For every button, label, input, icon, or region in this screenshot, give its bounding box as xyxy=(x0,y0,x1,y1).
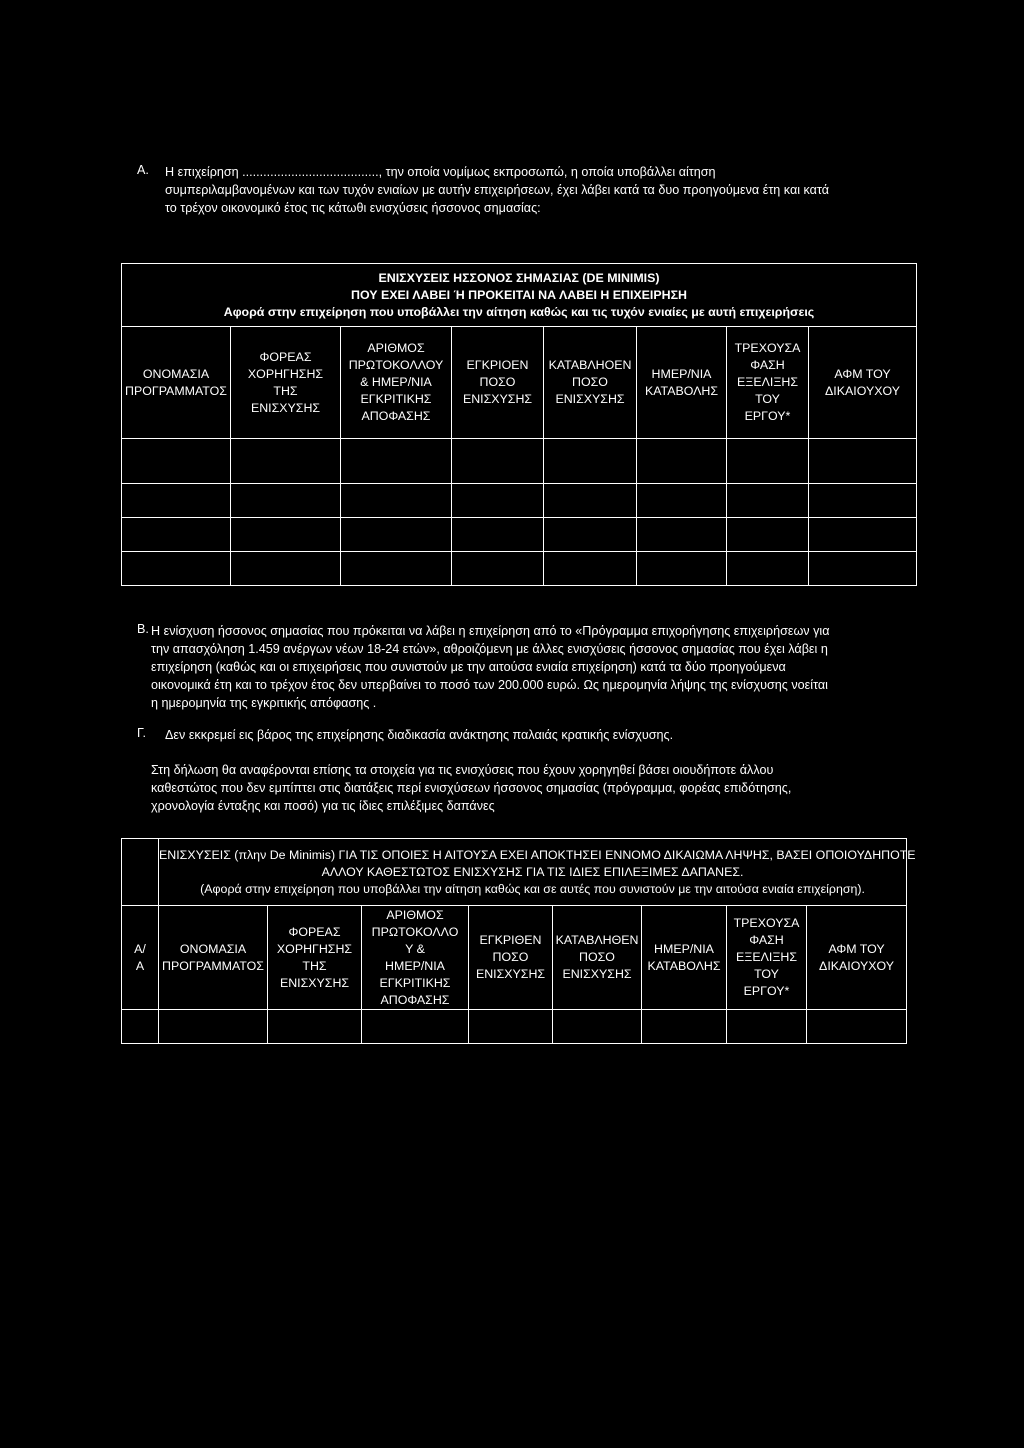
table-cell[interactable] xyxy=(452,518,544,552)
header-approved-amount xyxy=(469,906,553,1010)
table-cell[interactable] xyxy=(544,518,637,552)
declaration-line: χρονολογία ένταξης και ποσό) για τις ίδιες επιλέξιμες δαπάνες xyxy=(151,799,495,813)
header-text-line: ΔΙΚΑΙΟΥΧΟΥ xyxy=(819,958,895,973)
header-text-line: ΦΑΣΗ xyxy=(749,933,784,947)
declaration-line: Στη δήλωση θα αναφέρονται επίσης τα στοιχεία για τις ενισχύσεις που έχουν χορηγηθεί βάσει οιουδήποτε άλλου xyxy=(151,763,774,777)
header-text-line: ΕΝΙΣΧΥΣΗΣ xyxy=(475,967,546,981)
table-cell[interactable] xyxy=(809,518,917,552)
header-text-line: ΠΡΩΤΟΚΟΛΛΟ xyxy=(371,924,459,939)
table-cell[interactable] xyxy=(341,484,452,518)
header-text-line: ΠΟΣΟ xyxy=(572,375,608,389)
header-text-line: ΚΑΤΑΒΛΗΘΕΝ xyxy=(555,933,639,947)
declaration-line: καθεστώτος που δεν εμπίπτει στις διατάξεις περί ενισχύσεων ήσσονος σημασίας (πρόγραμμα, φορέας επιδότησης, xyxy=(151,781,792,795)
header-text-line: ΕΞΕΛΙΞΗΣ xyxy=(737,375,798,389)
table-cell[interactable] xyxy=(122,484,231,518)
header-decision-number-date xyxy=(341,327,452,439)
header-beneficiary-vat xyxy=(807,906,907,1010)
header-paid-amount xyxy=(544,327,637,439)
table-cell[interactable] xyxy=(122,518,231,552)
table-cell[interactable] xyxy=(122,552,231,586)
header-text-line: ΦΑΣΗ xyxy=(750,358,785,372)
header-text-line: ΕΓΚΡΙΤΙΚΗΣ xyxy=(360,392,432,406)
header-text-line: ΧΟΡΗΓΗΣΗΣ xyxy=(247,366,324,381)
header-text-line: ΑΠΟΦΑΣΗΣ xyxy=(361,409,431,423)
table-cell[interactable] xyxy=(362,1010,469,1044)
table-row xyxy=(122,552,917,586)
section-b-label: B. xyxy=(137,622,149,636)
table-cell[interactable] xyxy=(231,552,341,586)
table-cell[interactable] xyxy=(727,439,809,484)
section-b-line: επιχείρηση (καθώς και οι επιχειρήσεις που συνιστούν με την αιτούσα ενιαία επιχείρηση) κατά τα δύο προηγούμενα xyxy=(151,660,786,674)
section-a-line: συμπεριλαμβανομένων και των τυχόν ενιαίων με αυτήν επιχειρήσεων, έχει λάβει κατά τα δυο προηγούμενα έτη και κατά xyxy=(165,183,830,197)
table-row xyxy=(122,439,917,484)
other-aid-table xyxy=(121,838,916,1044)
header-text-line: ΤΗΣ xyxy=(302,958,327,973)
header-text-line: ΠΡΟΓΡΑΜΜΑΤΟΣ xyxy=(162,958,264,973)
header-text-line: ΕΝΙΣΧΥΣΗΣ xyxy=(279,975,350,990)
section-a-line: το τρέχον οικονομικό έτος τις κάτωθι ενισχύσεις ήσσονος σημασίας: xyxy=(165,201,541,215)
header-project-phase xyxy=(727,906,807,1010)
table-cell[interactable] xyxy=(452,552,544,586)
table-cell[interactable] xyxy=(544,484,637,518)
header-text-line: ΧΟΡΗΓΗΣΗΣ xyxy=(276,941,353,956)
header-text-line: ΤΗΣ xyxy=(273,383,298,398)
section-b-text xyxy=(151,622,829,712)
table-cell[interactable] xyxy=(553,1010,642,1044)
header-text-line: ΕΓΚΡΙΘΕΝ xyxy=(479,933,542,947)
section-b-line: οικονομικά έτη και το τρέχον έτος δεν υπερβαίνει το ποσό των 200.000 ευρώ. Ως ημερομηνία λήψης της ενίσχυσης νοείται xyxy=(151,678,828,692)
header-granting-body xyxy=(231,327,341,439)
header-text-line: ΑΦΜ ΤΟΥ xyxy=(828,941,885,956)
table-cell[interactable] xyxy=(637,484,727,518)
header-serial-number xyxy=(122,906,159,1010)
table-cell[interactable] xyxy=(637,518,727,552)
table-cell[interactable] xyxy=(231,484,341,518)
header-text-line: ΔΙΚΑΙΟΥΧΟΥ xyxy=(825,383,900,398)
header-beneficiary-vat xyxy=(809,327,917,439)
header-text-line: Α/ xyxy=(134,941,146,956)
table-cell[interactable] xyxy=(544,439,637,484)
header-text-line: ΚΑΤΑΒΛΗΟΕΝ xyxy=(548,358,632,372)
header-text-line: ΑΦΜ ΤΟΥ xyxy=(834,366,891,381)
header-text-line: ΗΜΕΡ/ΝΙΑ xyxy=(385,958,445,973)
table-cell[interactable] xyxy=(637,552,727,586)
section-a-line: Η επιχείρηση ......................................., την οποία νομίμως εκπροσωπώ, η οποία υποβάλλει αίτηση xyxy=(165,165,716,179)
header-text-line: Αφορά στην επιχείρηση που υποβάλλει την αίτηση καθώς και τις τυχόν ενιαίες με αυτή επιχειρήσεις xyxy=(223,304,815,319)
header-text-line: ΕΡΓΟΥ* xyxy=(744,409,791,423)
header-text-line: ΚΑΤΑΒΟΛΗΣ xyxy=(647,958,721,973)
section-c-label: Γ. xyxy=(137,726,147,740)
header-text-line: ΤΟΥ xyxy=(754,967,779,981)
header-paid-amount xyxy=(553,906,642,1010)
table-cell[interactable] xyxy=(452,484,544,518)
table-cell[interactable] xyxy=(341,552,452,586)
header-text-line: Υ & xyxy=(405,941,425,956)
header-approved-amount xyxy=(452,327,544,439)
table-cell[interactable] xyxy=(544,552,637,586)
section-b-line: Η ενίσχυση ήσσονος σημασίας που πρόκειται να λάβει η επιχείρηση από το «Πρόγραμμα επιχορήγησης επιχειρήσεων για xyxy=(151,624,830,638)
header-text-line: ΕΞΕΛΙΞΗΣ xyxy=(736,950,797,964)
header-program-name xyxy=(122,327,231,439)
table-cell[interactable] xyxy=(341,518,452,552)
table-cell[interactable] xyxy=(807,1010,907,1044)
header-text-line: ΕΝΙΣΧΥΣΕΙΣ (πλην De Minimis) ΓΙΑ ΤΙΣ ΟΠΟΙΕΣ Η ΑΙΤΟΥΣΑ ΕΧΕΙ ΑΠΟΚΤΗΣΕΙ ΕΝΝΟΜΟ ΔΙΚΑΙΩΜΑ ΛΗΨΗΣ, ΒΑΣΕΙ ΟΠΟΙΟΥΔΗΠΟΤΕ xyxy=(159,847,916,862)
table-cell[interactable] xyxy=(809,484,917,518)
section-b-line: η ημερομηνία της εγκριτικής απόφασης . xyxy=(151,696,377,710)
header-text-line: ΠΟΣΟ xyxy=(492,950,529,964)
table-cell[interactable] xyxy=(122,439,231,484)
header-text-line: ΕΝΙΣΧΥΣΗΣ xyxy=(562,967,632,981)
section-a-label: A. xyxy=(137,163,149,177)
header-text-line: ΦΟΡΕΑΣ xyxy=(259,349,312,364)
header-text-line: ΑΡΙΘΜΟΣ xyxy=(386,907,444,922)
header-text-line: ΟΝΟΜΑΣΙΑ xyxy=(179,941,247,956)
header-text-line: ΕΝΙΣΧΥΣΗΣ xyxy=(462,392,533,406)
table-cell[interactable] xyxy=(341,439,452,484)
header-text-line: Α xyxy=(135,958,145,973)
title-spacer-cell xyxy=(122,839,159,906)
table-row xyxy=(122,518,917,552)
header-payment-date xyxy=(642,906,727,1010)
de-minimis-table-title xyxy=(122,264,917,327)
table-cell[interactable] xyxy=(268,1010,362,1044)
header-granting-body xyxy=(268,906,362,1010)
header-text-line: ΗΜΕΡ/ΝΙΑ xyxy=(654,941,714,956)
table-cell[interactable] xyxy=(727,484,809,518)
table-row xyxy=(122,1010,907,1044)
header-text-line: ΠΟΥ ΕΧΕΙ ΛΑΒΕΙ Ή ΠΡΟΚΕΙΤΑΙ ΝΑ ΛΑΒΕΙ Η ΕΠΙΧΕΙΡΗΣΗ xyxy=(351,287,687,302)
table-cell[interactable] xyxy=(809,439,917,484)
table-cell[interactable] xyxy=(727,552,809,586)
header-decision-number-date xyxy=(362,906,469,1010)
table-cell[interactable] xyxy=(727,518,809,552)
header-text-line: ΑΛΛΟΥ ΚΑΘΕΣΤΩΤΟΣ ΕΝΙΣΧΥΣΗΣ ΓΙΑ ΤΙΣ ΙΔΙΕΣ ΕΠΙΛΕΞΙΜΕΣ ΔΑΠΑΝΕΣ. xyxy=(321,864,744,879)
header-text-line: ΕΝΙΣΧΥΣΗΣ xyxy=(555,392,625,406)
header-payment-date xyxy=(637,327,727,439)
table-row xyxy=(122,484,917,518)
section-c-text: Δεν εκκρεμεί εις βάρος της επιχείρησης διαδικασία ανάκτησης παλαιάς κρατικής ενίσχυσης. xyxy=(165,728,674,742)
table-cell[interactable] xyxy=(231,439,341,484)
header-text-line: ΕΝΙΣΧΥΣΕΙΣ ΗΣΣΟΝΟΣ ΣΗΜΑΣΙΑΣ (DE MINIMIS) xyxy=(378,270,660,285)
declaration-text xyxy=(151,761,791,815)
header-project-phase xyxy=(727,327,809,439)
header-text-line: ΤΡΕΧΟΥΣΑ xyxy=(734,341,801,355)
table-cell[interactable] xyxy=(642,1010,727,1044)
header-text-line: ΦΟΡΕΑΣ xyxy=(288,924,341,939)
section-b-line: την απασχόληση 1.459 ανέργων νέων 18-24 ετών», αθροιζόμενη με άλλες ενισχύσεις ήσσονος σημασίας που έχει λάβει η xyxy=(151,642,828,656)
table-cell[interactable] xyxy=(727,1010,807,1044)
other-aid-table-title xyxy=(159,839,916,906)
header-text-line: ΑΡΙΘΜΟΣ xyxy=(367,341,425,355)
header-text-line: ΑΠΟΦΑΣΗΣ xyxy=(380,992,450,1007)
de-minimis-table xyxy=(121,263,917,586)
table-cell[interactable] xyxy=(469,1010,553,1044)
header-text-line: (Αφορά στην επιχείρηση που υποβάλλει την αίτηση καθώς και σε αυτές που συνιστούν με την αιτούσα ενιαία επιχείρηση). xyxy=(200,881,865,896)
header-program-name xyxy=(159,906,268,1010)
header-text-line: ΕΓΚΡΙΤΙΚΗΣ xyxy=(379,975,451,990)
header-text-line: & ΗΜΕΡ/ΝΙΑ xyxy=(360,375,432,389)
header-text-line: ΠΟΣΟ xyxy=(579,950,615,964)
header-text-line: ΕΝΙΣΧΥΣΗΣ xyxy=(250,400,321,415)
header-text-line: ΟΝΟΜΑΣΙΑ xyxy=(142,366,210,381)
header-text-line: ΕΡΓΟΥ* xyxy=(743,984,790,998)
header-text-line: ΚΑΤΑΒΟΛΗΣ xyxy=(644,383,719,398)
table-cell[interactable] xyxy=(159,1010,268,1044)
table-cell[interactable] xyxy=(231,518,341,552)
header-text-line: ΗΜΕΡ/ΝΙΑ xyxy=(651,366,712,381)
header-text-line: ΤΡΕΧΟΥΣΑ xyxy=(733,916,800,930)
section-a-text xyxy=(165,163,829,217)
table-cell[interactable] xyxy=(809,552,917,586)
header-text-line: ΠΡΟΓΡΑΜΜΑΤΟΣ xyxy=(125,383,227,398)
table-cell[interactable] xyxy=(452,439,544,484)
header-text-line: ΠΡΩΤΟΚΟΛΛΟΥ xyxy=(348,358,444,372)
table-cell[interactable] xyxy=(637,439,727,484)
table-cell[interactable] xyxy=(122,1010,159,1044)
header-text-line: ΠΟΣΟ xyxy=(479,375,516,389)
header-text-line: ΤΟΥ xyxy=(755,392,780,406)
header-text-line: ΕΓΚΡΙΟΕΝ xyxy=(466,358,529,372)
